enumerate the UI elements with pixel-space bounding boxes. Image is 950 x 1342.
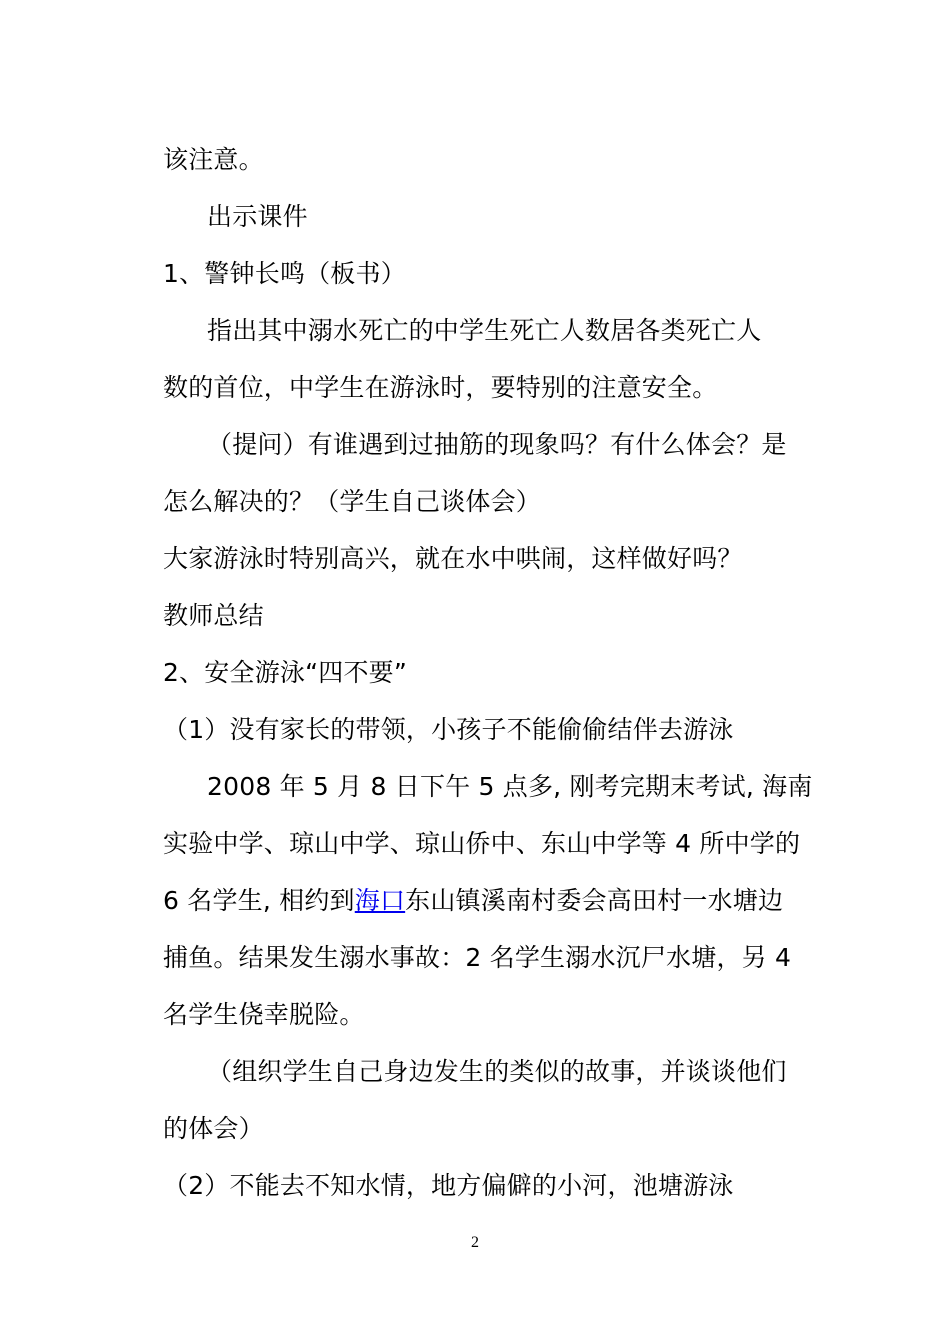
section-heading: 2、安全游泳“四不要”: [163, 658, 408, 687]
text-segment: 6 名学生, 相约到: [163, 886, 355, 915]
text-line: [163, 884, 783, 918]
subsection-heading: （2）不能去不知水情，地方偏僻的小河，池塘游泳: [163, 1171, 734, 1200]
text-line: 捕鱼。结果发生溺水事故：2 名学生溺水沉尸水塘，另 4: [163, 943, 792, 972]
text-line: （组织学生自己身边发生的类似的故事，并谈谈他们: [207, 1057, 787, 1086]
subsection-heading: （1）没有家长的带领，小孩子不能偷偷结伴去游泳: [163, 715, 734, 744]
text-line: 大家游泳时特别高兴，就在水中哄闹，这样做好吗？: [163, 544, 743, 573]
text-line: 数的首位，中学生在游泳时，要特别的注意安全。: [163, 373, 718, 402]
page-number: 2: [471, 1234, 479, 1251]
text-line: 实验中学、琼山中学、琼山侨中、东山中学等 4 所中学的: [163, 829, 801, 858]
text-line: 怎么解决的？（学生自己谈体会）: [163, 487, 542, 516]
text-line: 名学生侥幸脱险。: [163, 1000, 365, 1029]
text-line: 出示课件: [207, 202, 308, 231]
haikou-link[interactable]: 海口: [354, 886, 406, 915]
text-segment: 东山镇溪南村委会高田村一水塘边: [405, 886, 784, 915]
text-line: 的体会）: [163, 1114, 264, 1143]
text-line: 该注意。: [163, 145, 264, 174]
text-line: （提问）有谁遇到过抽筋的现象吗？有什么体会？是: [207, 430, 787, 459]
text-line: 教师总结: [163, 601, 264, 630]
text-line: 指出其中溺水死亡的中学生死亡人数居各类死亡人: [207, 316, 762, 345]
section-heading: 1、警钟长鸣（板书）: [163, 259, 406, 288]
text-line: 2008 年 5 月 8 日下午 5 点多, 刚考完期末考试, 海南: [207, 772, 813, 801]
